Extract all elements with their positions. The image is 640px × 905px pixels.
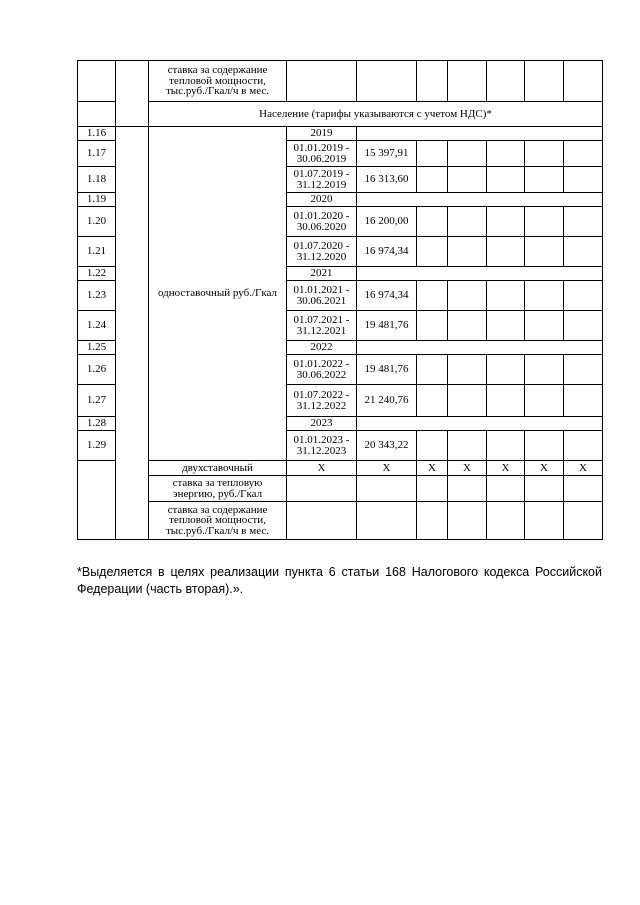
tariff-value: 16 974,34: [357, 237, 417, 267]
table-row: [78, 476, 603, 502]
row-number: 1.22: [78, 267, 116, 281]
row-number: 1.29: [78, 431, 116, 461]
table-row: [78, 61, 603, 102]
table-row: [78, 461, 603, 476]
year-label: 2019: [287, 127, 357, 141]
year-label: 2020: [287, 193, 357, 207]
capacity-rate-label: ставка за содержание тепловой мощности, тыс.руб./Гкал/ч в мес.: [149, 502, 287, 540]
table-row: [78, 102, 603, 127]
tariff-value: 15 397,91: [357, 141, 417, 167]
year-label: 2021: [287, 267, 357, 281]
row-number: 1.18: [78, 167, 116, 193]
period-label: 01.07.2022 - 31.12.2022: [287, 385, 357, 417]
group-cell: [116, 61, 149, 127]
section-heading: Население (тарифы указываются с учетом НДС)*: [149, 102, 603, 127]
tariff-value: 20 343,22: [357, 431, 417, 461]
row-number: 1.20: [78, 207, 116, 237]
tariff-value: 21 240,76: [357, 385, 417, 417]
single-rate-label: одноставочный руб./Гкал: [149, 127, 287, 461]
footnote: *Выделяется в целях реализации пункта 6 статьи 168 Налогового кодекса Российской Федерации (часть вторая).».: [77, 565, 602, 596]
period-label: 01.07.2019 - 31.12.2019: [287, 167, 357, 193]
row-number: 1.19: [78, 193, 116, 207]
tariff-value: 16 200,00: [357, 207, 417, 237]
year-label: 2022: [287, 341, 357, 355]
tariff-table: [77, 60, 603, 540]
tariff-value: 19 481,76: [357, 311, 417, 341]
not-applicable-mark: X: [525, 461, 564, 476]
not-applicable-mark: X: [357, 461, 417, 476]
tariff-value: 16 974,34: [357, 281, 417, 311]
period-label: 01.01.2023 - 31.12.2023: [287, 431, 357, 461]
row-number: 1.25: [78, 341, 116, 355]
period-label: 01.01.2020 - 30.06.2020: [287, 207, 357, 237]
capacity-rate-label: ставка за содержание тепловой мощности, тыс.руб./Гкал/ч в мес.: [149, 61, 287, 102]
not-applicable-mark: X: [448, 461, 487, 476]
row-number: 1.17: [78, 141, 116, 167]
year-label: 2023: [287, 417, 357, 431]
tariff-value: 19 481,76: [357, 355, 417, 385]
period-label: 01.07.2021 - 31.12.2021: [287, 311, 357, 341]
not-applicable-mark: X: [287, 461, 357, 476]
period-label: 01.01.2019 - 30.06.2019: [287, 141, 357, 167]
row-number: 1.28: [78, 417, 116, 431]
row-number: 1.24: [78, 311, 116, 341]
period-label: 01.01.2022 - 30.06.2022: [287, 355, 357, 385]
row-number-cell: [78, 61, 116, 102]
heat-energy-rate-label: ставка за тепловую энергию, руб./Гкал: [149, 476, 287, 502]
period-label: 01.07.2020 - 31.12.2020: [287, 237, 357, 267]
not-applicable-mark: X: [487, 461, 525, 476]
tariff-value: 16 313,60: [357, 167, 417, 193]
row-number: 1.21: [78, 237, 116, 267]
not-applicable-mark: X: [564, 461, 603, 476]
not-applicable-mark: X: [417, 461, 448, 476]
group-cell: [116, 127, 149, 540]
table-row: [78, 127, 603, 141]
table-row: [78, 502, 603, 540]
row-number: 1.26: [78, 355, 116, 385]
row-number: 1.23: [78, 281, 116, 311]
row-number: 1.16: [78, 127, 116, 141]
row-number: 1.27: [78, 385, 116, 417]
period-label: 01.01.2021 - 30.06.2021: [287, 281, 357, 311]
two-rate-label: двухставочный: [149, 461, 287, 476]
